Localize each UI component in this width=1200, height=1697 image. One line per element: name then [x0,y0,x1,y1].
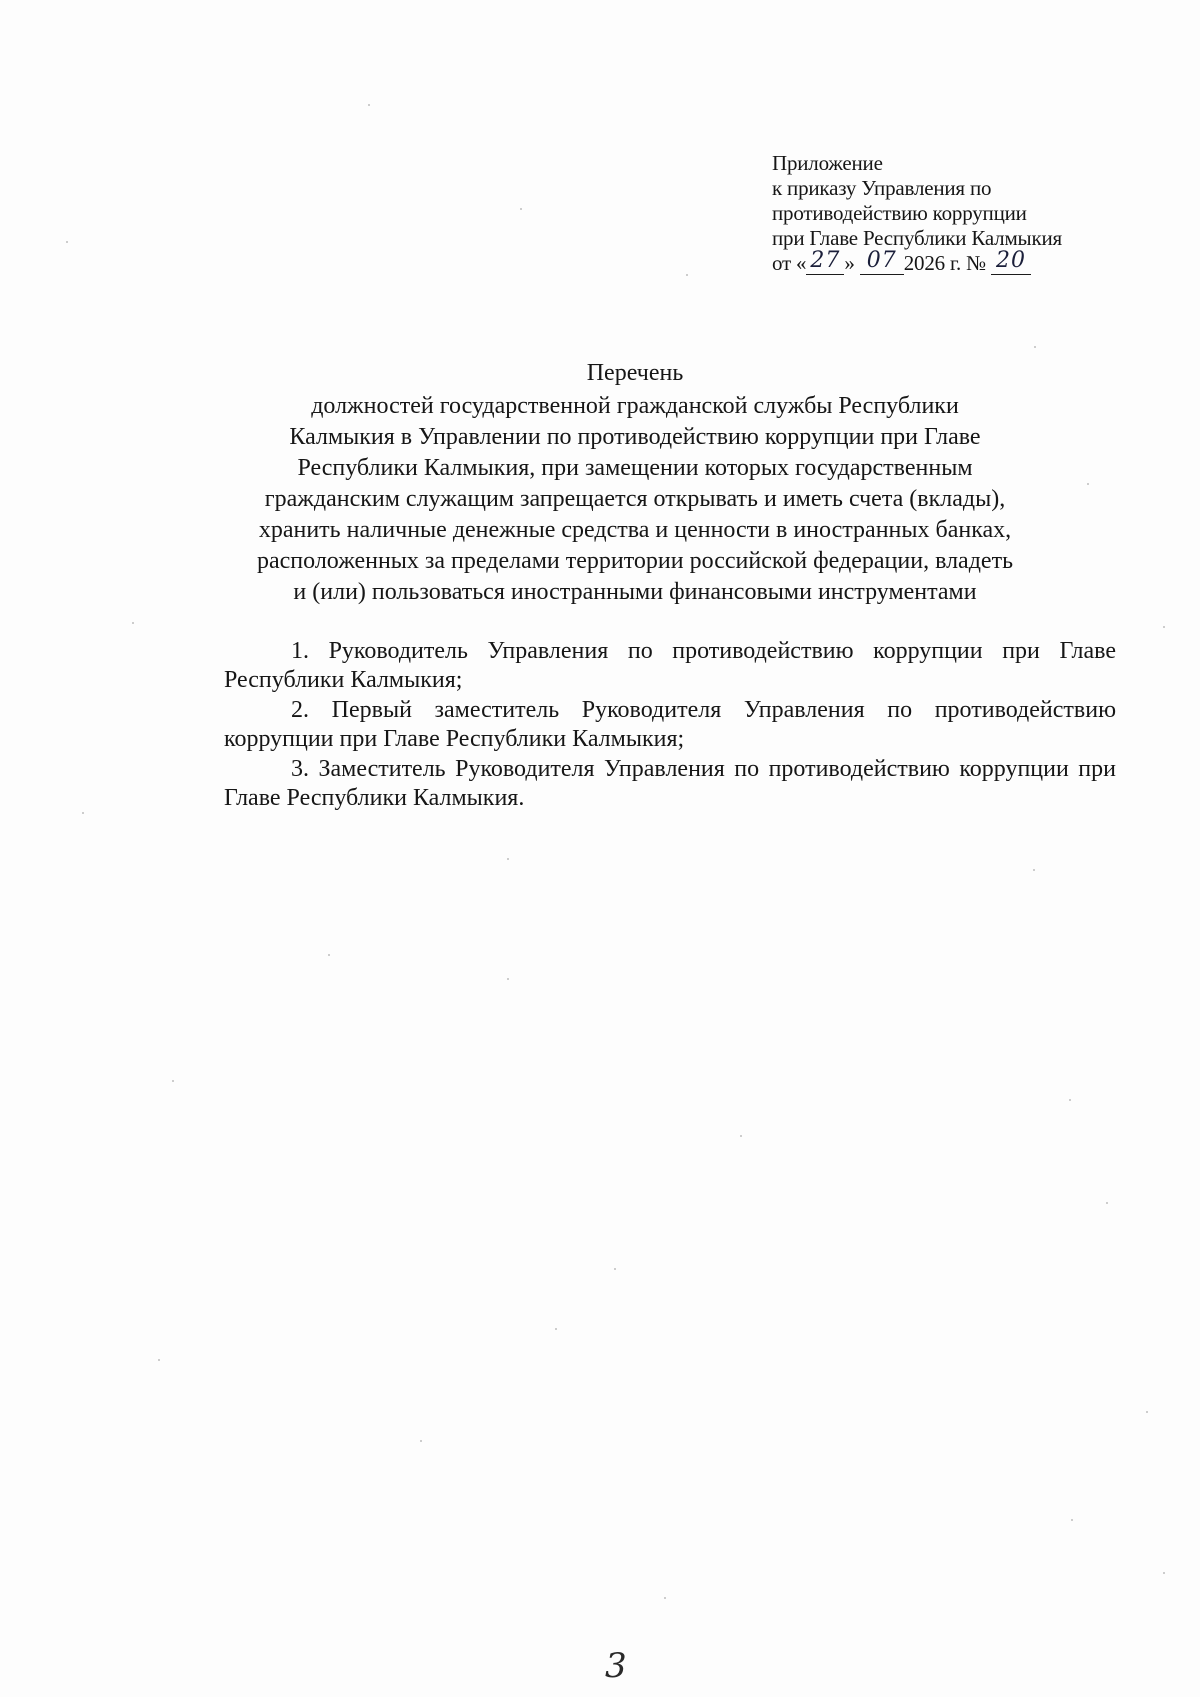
list-item: 2. Первый заместитель Руководителя Управления по противодействию коррупции при Главе Республики Калмыкия; [224,697,1116,752]
scan-speck [66,241,68,243]
handwritten-day: 27 [810,248,841,273]
title-heading: Перечень [586,360,684,386]
title-line: гражданским служащим запрещается открывать и иметь счета (вклады), [264,486,1006,512]
day-field [806,248,844,275]
page-number: 3 [605,1646,627,1686]
title-line: и (или) пользоваться иностранными финансовыми инструментами [293,579,977,605]
scan-speck [1069,1099,1071,1101]
scan-speck [132,622,134,624]
scan-speck [555,1328,557,1330]
scan-speck [1033,869,1035,871]
scan-speck [520,208,522,210]
appendix-line: противодействию коррупции [772,201,1027,225]
scan-speck [614,1268,616,1270]
scan-speck [420,1440,422,1442]
appendix-block [772,151,1062,276]
scan-speck [1163,626,1165,628]
scan-speck [172,1080,174,1082]
title-line: расположенных за пределами территории российской федерации, владеть [256,548,1014,574]
scan-speck [507,858,509,860]
scan-speck [1146,1411,1148,1413]
scan-speck [368,104,370,106]
scan-speck [158,1359,160,1361]
date-year: 2026 г. № [903,251,986,275]
handwritten-month: 07 [866,248,897,273]
month-field [860,248,904,275]
title-line: должностей государственной гражданской службы Республики [311,393,959,419]
number-field [991,248,1031,275]
scan-speck [686,274,688,276]
title-line: хранить наличные денежные средства и ценности в иностранных банках, [258,517,1012,543]
scan-speck [1071,1519,1073,1521]
scan-speck [1034,346,1036,348]
appendix-line: к приказу Управления по [772,176,992,200]
scan-speck [328,954,330,956]
appendix-line: Приложение [772,151,883,175]
document-title [200,358,1070,608]
list-item: 1. Руководитель Управления по противодействию коррупции при Главе Республики Калмыкия; [224,638,1116,693]
scan-speck [507,978,509,980]
appendix-line: при Главе Республики Калмыкия [772,226,1062,250]
scan-speck [1106,1202,1108,1204]
scan-speck [740,1135,742,1137]
handwritten-number: 20 [996,248,1027,273]
appendix-date-line [772,248,1062,276]
date-prefix: от « [772,251,807,275]
scan-speck [1087,483,1089,485]
scan-speck [1163,1572,1165,1574]
scan-speck [82,812,84,814]
scan-speck [664,1597,666,1599]
list-item: 3. Заместитель Руководителя Управления по противодействию коррупции при Главе Республики Калмыкия. [224,756,1116,811]
title-line: Республики Калмыкия, при замещении которых государственным [297,455,973,481]
date-day-close: » [844,251,855,275]
title-line: Калмыкия в Управлении по противодействию коррупции при Главе [289,424,981,450]
positions-list [224,637,1116,814]
